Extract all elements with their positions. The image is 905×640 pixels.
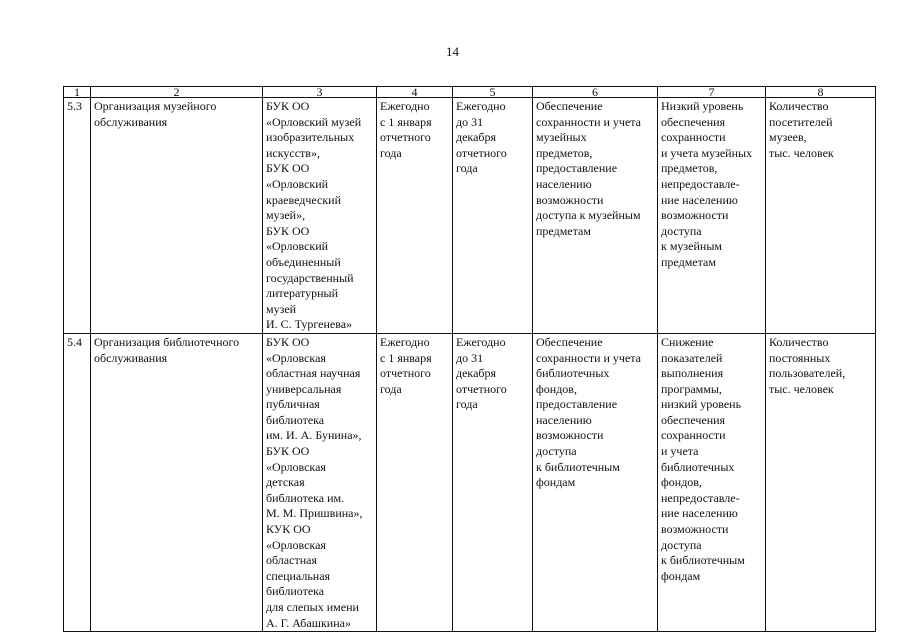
cell-line: Организация библиотечного <box>94 334 240 349</box>
cell-line: предметов, <box>661 161 718 176</box>
cell-line: библиотека <box>266 584 325 599</box>
cell-line: им. И. А. Бунина», <box>266 428 362 443</box>
column-number: 4 <box>377 87 453 98</box>
cell-line: обслуживания <box>94 350 168 365</box>
cell-line: «Орловская <box>266 350 326 365</box>
cell-line: пользователей, <box>769 366 846 381</box>
cell-line: доступа <box>661 223 702 238</box>
cell-line: БУК ОО <box>266 334 310 349</box>
cell-line: для слепых имени <box>266 600 359 614</box>
row-number: 5.4 <box>64 333 91 631</box>
cell-line: и учета музейных <box>661 145 753 160</box>
expected-result-cell <box>533 98 658 334</box>
cell-line: музеев, <box>769 130 807 145</box>
cell-line: до 31 <box>456 350 484 365</box>
column-number: 1 <box>64 87 91 98</box>
cell-line: показателей <box>661 350 723 365</box>
cell-line: обеспечения <box>661 412 726 427</box>
cell-line: КУК ОО <box>266 522 311 537</box>
cell-line: непредоставле- <box>661 490 740 505</box>
cell-line: «Орловский <box>266 239 329 254</box>
cell-line: музей <box>266 301 297 316</box>
cell-line: декабря <box>456 366 497 381</box>
cell-line: отчетного <box>380 130 431 145</box>
cell-line: обеспечения <box>661 114 726 129</box>
start-date-cell <box>377 98 453 334</box>
cell-line: краеведческий <box>266 192 342 207</box>
cell-line: Обеспечение <box>536 99 603 113</box>
cell-line: объединенный <box>266 254 341 269</box>
end-date-cell <box>453 98 533 334</box>
cell-line: года <box>380 381 402 396</box>
cell-line: искусств», <box>266 145 320 160</box>
cell-line: государственный <box>266 270 354 285</box>
cell-line: фондов, <box>661 475 702 490</box>
column-number: 3 <box>263 87 377 98</box>
cell-line: музей», <box>266 208 306 223</box>
program-table <box>63 86 876 632</box>
cell-line: библиотечных <box>536 366 610 381</box>
cell-line: к библиотечным <box>661 553 745 568</box>
column-number: 8 <box>766 87 876 98</box>
cell-line: Ежегодно <box>380 334 430 349</box>
cell-line: БУК ОО <box>266 444 310 459</box>
cell-line: предоставление <box>536 161 618 176</box>
cell-line: доступа <box>536 444 577 459</box>
cell-line: посетителей <box>769 114 833 129</box>
cell-line: публичная <box>266 397 320 412</box>
cell-line: постоянных <box>769 350 831 365</box>
indicator-cell <box>766 333 876 631</box>
table-row <box>64 98 876 334</box>
cell-line: областная <box>266 553 317 568</box>
cell-line: ние населению <box>661 192 738 207</box>
cell-line: населению <box>536 412 592 427</box>
cell-line: Количество <box>769 334 829 349</box>
cell-line: возможности <box>661 208 729 223</box>
column-number-row <box>64 87 876 98</box>
indicator-cell <box>766 98 876 334</box>
cell-line: предметов, <box>536 145 593 160</box>
row-number: 5.3 <box>64 98 91 334</box>
cell-line: программы, <box>661 381 722 396</box>
cell-line: с 1 января <box>380 350 432 365</box>
executor-cell <box>263 333 377 631</box>
cell-line: отчетного <box>456 145 507 160</box>
cell-line: к библиотечным <box>536 459 620 474</box>
activity-name <box>91 98 263 334</box>
cell-line: и учета <box>661 444 699 459</box>
column-number: 5 <box>453 87 533 98</box>
cell-line: И. С. Тургенева» <box>266 317 353 332</box>
cell-line: населению <box>536 176 592 191</box>
cell-line: года <box>456 397 478 412</box>
cell-line: предоставление <box>536 397 618 412</box>
cell-line: низкий уровень <box>661 397 742 412</box>
start-date-cell <box>377 333 453 631</box>
cell-line: областная научная <box>266 366 361 381</box>
cell-line: «Орловская <box>266 537 326 552</box>
cell-line: Ежегодно <box>380 99 430 113</box>
cell-line: выполнения <box>661 366 724 381</box>
cell-line: Ежегодно <box>456 334 506 349</box>
cell-line: Организация музейного <box>94 99 217 113</box>
cell-line: литературный <box>266 286 338 301</box>
cell-line: года <box>456 161 478 176</box>
consequences-cell <box>658 98 766 334</box>
column-number: 7 <box>658 87 766 98</box>
executor-cell <box>263 98 377 334</box>
cell-line: к музейным <box>661 239 722 254</box>
cell-line: Обеспечение <box>536 334 603 349</box>
cell-line: детская <box>266 475 305 490</box>
cell-line: тыс. человек <box>769 381 834 396</box>
column-number: 6 <box>533 87 658 98</box>
cell-line: М. М. Пришвина», <box>266 506 363 521</box>
cell-line: обслуживания <box>94 114 168 129</box>
cell-line: Количество <box>769 99 829 113</box>
cell-line: БУК ОО <box>266 161 310 176</box>
expected-result-cell <box>533 333 658 631</box>
cell-line: тыс. человек <box>769 145 834 160</box>
cell-line: доступа <box>661 537 702 552</box>
cell-line: «Орловский музей <box>266 114 362 129</box>
cell-line: «Орловская <box>266 459 326 474</box>
cell-line: отчетного <box>456 381 507 396</box>
cell-line: фондам <box>536 475 576 490</box>
page-number: 14 <box>446 44 459 59</box>
cell-line: отчетного <box>380 366 431 381</box>
cell-line: возможности <box>661 522 729 537</box>
cell-line: года <box>380 145 402 160</box>
cell-line: непредоставле- <box>661 176 740 191</box>
end-date-cell <box>453 333 533 631</box>
activity-name <box>91 333 263 631</box>
cell-line: фондов, <box>536 381 577 396</box>
cell-line: сохранности <box>661 428 726 443</box>
cell-line: сохранности <box>661 130 726 145</box>
cell-line: «Орловский <box>266 176 329 191</box>
cell-line: БУК ОО <box>266 223 310 238</box>
cell-line: библиотека им. <box>266 490 345 505</box>
cell-line: до 31 <box>456 114 484 129</box>
table-row <box>64 333 876 631</box>
cell-line: предметам <box>661 254 716 269</box>
cell-line: Ежегодно <box>456 99 506 113</box>
cell-line: универсальная <box>266 381 342 396</box>
cell-line: доступа к музейным <box>536 208 641 223</box>
cell-line: декабря <box>456 130 497 145</box>
cell-line: возможности <box>536 428 604 443</box>
cell-line: изобразительных <box>266 130 355 145</box>
cell-line: специальная <box>266 568 331 583</box>
consequences-cell <box>658 333 766 631</box>
cell-line: с 1 января <box>380 114 432 129</box>
column-number: 2 <box>91 87 263 98</box>
cell-line: сохранности и учета <box>536 350 641 365</box>
cell-line: возможности <box>536 192 604 207</box>
cell-line: библиотека <box>266 412 325 427</box>
cell-line: Снижение <box>661 334 714 349</box>
cell-line: музейных <box>536 130 587 145</box>
cell-line: ние населению <box>661 506 738 521</box>
cell-line: А. Г. Абашкина» <box>266 615 351 630</box>
cell-line: библиотечных <box>661 459 735 474</box>
cell-line: БУК ОО <box>266 99 310 113</box>
cell-line: Низкий уровень <box>661 99 744 113</box>
cell-line: сохранности и учета <box>536 114 641 129</box>
cell-line: предметам <box>536 223 591 238</box>
cell-line: фондам <box>661 568 701 583</box>
